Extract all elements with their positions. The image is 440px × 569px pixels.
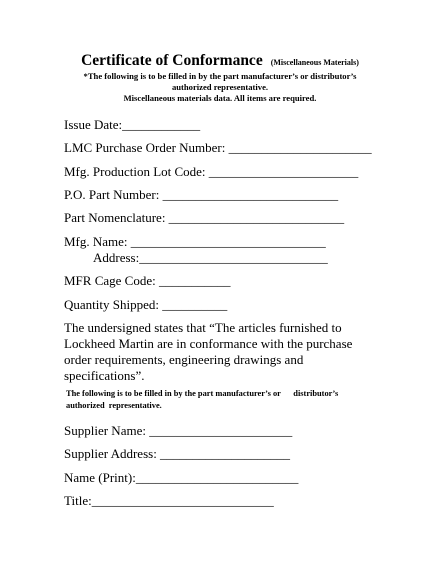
mfr-cage-code-field: MFR Cage Code: ___________ — [64, 273, 231, 288]
title-subtitle: (Miscellaneous Materials) — [270, 58, 359, 67]
supplier-address-field: Supplier Address: ____________________ — [64, 446, 291, 461]
conformance-statement — [64, 320, 384, 384]
lmc-po-number-field: LMC Purchase Order Number: ______________________ — [64, 140, 372, 155]
instruction-line-2: authorized representative. — [171, 82, 269, 92]
representative-note — [66, 388, 366, 412]
statement-line-1: The undersigned states that “The articles furnished to — [64, 320, 342, 335]
statement-line-3: order requirements, engineering drawings and — [64, 352, 304, 367]
quantity-shipped-field: Quantity Shipped: __________ — [64, 297, 228, 312]
issue-date-field: Issue Date:____________ — [64, 117, 201, 132]
instruction-line-3: Miscellaneous materials data. All items are required. — [123, 93, 317, 103]
supplier-name-field: Supplier Name: ______________________ — [64, 423, 293, 438]
po-part-number-field: P.O. Part Number: ___________________________ — [64, 187, 339, 202]
production-lot-code-field: Mfg. Production Lot Code: _______________________ — [64, 164, 359, 179]
certificate-title — [0, 52, 440, 70]
mfg-address-field: Address:_____________________________ — [93, 250, 328, 265]
mfg-name-field: Mfg. Name: ______________________________ — [64, 234, 326, 249]
statement-line-4: specifications”. — [64, 368, 145, 383]
title-field: Title:____________________________ — [64, 493, 274, 508]
rep-note-line-1: The following is to be filled in by the part manufacturer’s or distributor’s — [66, 389, 339, 398]
name-print-field: Name (Print):_________________________ — [64, 470, 299, 485]
title-text: Certificate of Conformance — [81, 52, 263, 69]
statement-line-2: Lockheed Martin are in conformance with the purchase — [64, 336, 353, 351]
instruction-line-1: *The following is to be filled in by the part manufacturer’s or distributor’s — [83, 71, 357, 81]
rep-note-line-2: authorized representative. — [66, 401, 162, 410]
part-nomenclature-field: Part Nomenclature: ___________________________ — [64, 210, 345, 225]
